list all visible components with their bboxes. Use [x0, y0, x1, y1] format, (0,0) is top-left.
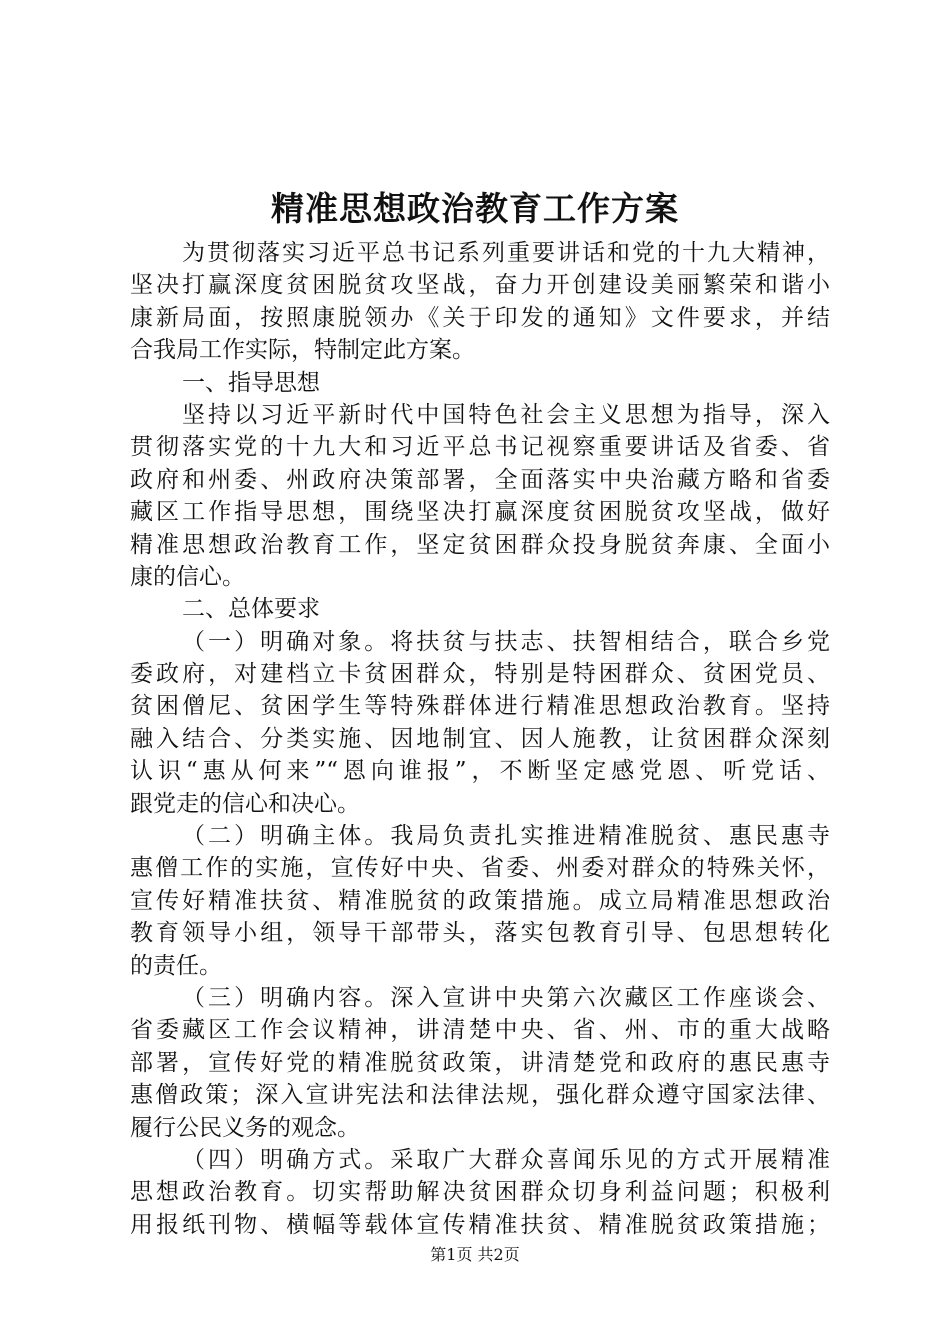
text-line: 认识“惠从何来”“恩向谁报”，不断坚定感党恩、听党话、 [130, 758, 830, 785]
text-line: 坚持以习近平新时代中国特色社会主义思想为指导，深入 [182, 401, 830, 428]
text-line: 政府和州委、州政府决策部署，全面落实中央治藏方略和省委 [130, 466, 830, 493]
text-line: 的责任。 [130, 952, 222, 979]
text-line: 合我局工作实际，特制定此方案。 [130, 337, 475, 364]
text-line: 思想政治教育。切实帮助解决贫困群众切身利益问题；积极利 [130, 1179, 830, 1206]
text-line: 部署，宣传好党的精准脱贫政策，讲清楚党和政府的惠民惠寺 [130, 1049, 830, 1076]
text-line: 履行公民义务的观念。 [130, 1114, 360, 1141]
text-line: 精准思想政治教育工作，坚定贫困群众投身脱贫奔康、全面小 [130, 531, 830, 558]
text-line: 宣传好精准扶贫、精准脱贫的政策措施。成立局精准思想政治 [130, 887, 830, 914]
text-line: 惠僧政策；深入宣讲宪法和法律法规，强化群众遵守国家法律、 [130, 1082, 830, 1109]
text-line: 为贯彻落实习近平总书记系列重要讲话和党的十九大精神， [182, 240, 830, 266]
text-line: 康新局面，按照康脱领办《关于印发的通知》文件要求，并结 [130, 304, 830, 331]
document-body [130, 237, 830, 1241]
text-line: （四）明确方式。采取广大群众喜闻乐见的方式开展精准 [182, 1146, 830, 1173]
text-line: 贯彻落实党的十九大和习近平总书记视察重要讲话及省委、省 [130, 434, 830, 461]
text-line: 教育领导小组，领导干部带头，落实包教育引导、包思想转化 [130, 920, 830, 947]
text-line: 坚决打赢深度贫困脱贫攻坚战，奋力开创建设美丽繁荣和谐小 [130, 272, 830, 299]
text-line: 委政府，对建档立卡贫困群众，特别是特困群众、贫困党员、 [130, 661, 830, 688]
section-heading: 二、总体要求 [182, 596, 320, 623]
text-line: 康的信心。 [130, 563, 245, 590]
text-line: （二）明确主体。我局负责扎实推进精准脱贫、惠民惠寺 [182, 823, 830, 850]
text-line: 融入结合、分类实施、因地制宜、因人施教，让贫困群众深刻 [130, 725, 830, 752]
text-line: 省委藏区工作会议精神，讲清楚中央、省、州、市的重大战略 [130, 1017, 830, 1044]
text-line: （三）明确内容。深入宣讲中央第六次藏区工作座谈会、 [182, 984, 830, 1011]
document-title: 精准思想政治教育工作方案 [271, 189, 679, 228]
text-line: 藏区工作指导思想，围绕坚决打赢深度贫困脱贫攻坚战，做好 [130, 499, 830, 526]
text-line: 贫困僧尼、贫困学生等特殊群体进行精准思想政治教育。坚持 [130, 693, 830, 720]
page-footer: 第1页 共2页 [430, 1245, 520, 1264]
text-line: 惠僧工作的实施，宣传好中央、省委、州委对群众的特殊关怀， [130, 855, 830, 882]
text-line: 跟党走的信心和决心。 [130, 790, 360, 817]
text-line: 用报纸刊物、横幅等载体宣传精准扶贫、精准脱贫政策措施； [130, 1211, 830, 1238]
section-heading: 一、指导思想 [182, 369, 320, 396]
text-line: （一）明确对象。将扶贫与扶志、扶智相结合，联合乡党 [182, 628, 830, 655]
